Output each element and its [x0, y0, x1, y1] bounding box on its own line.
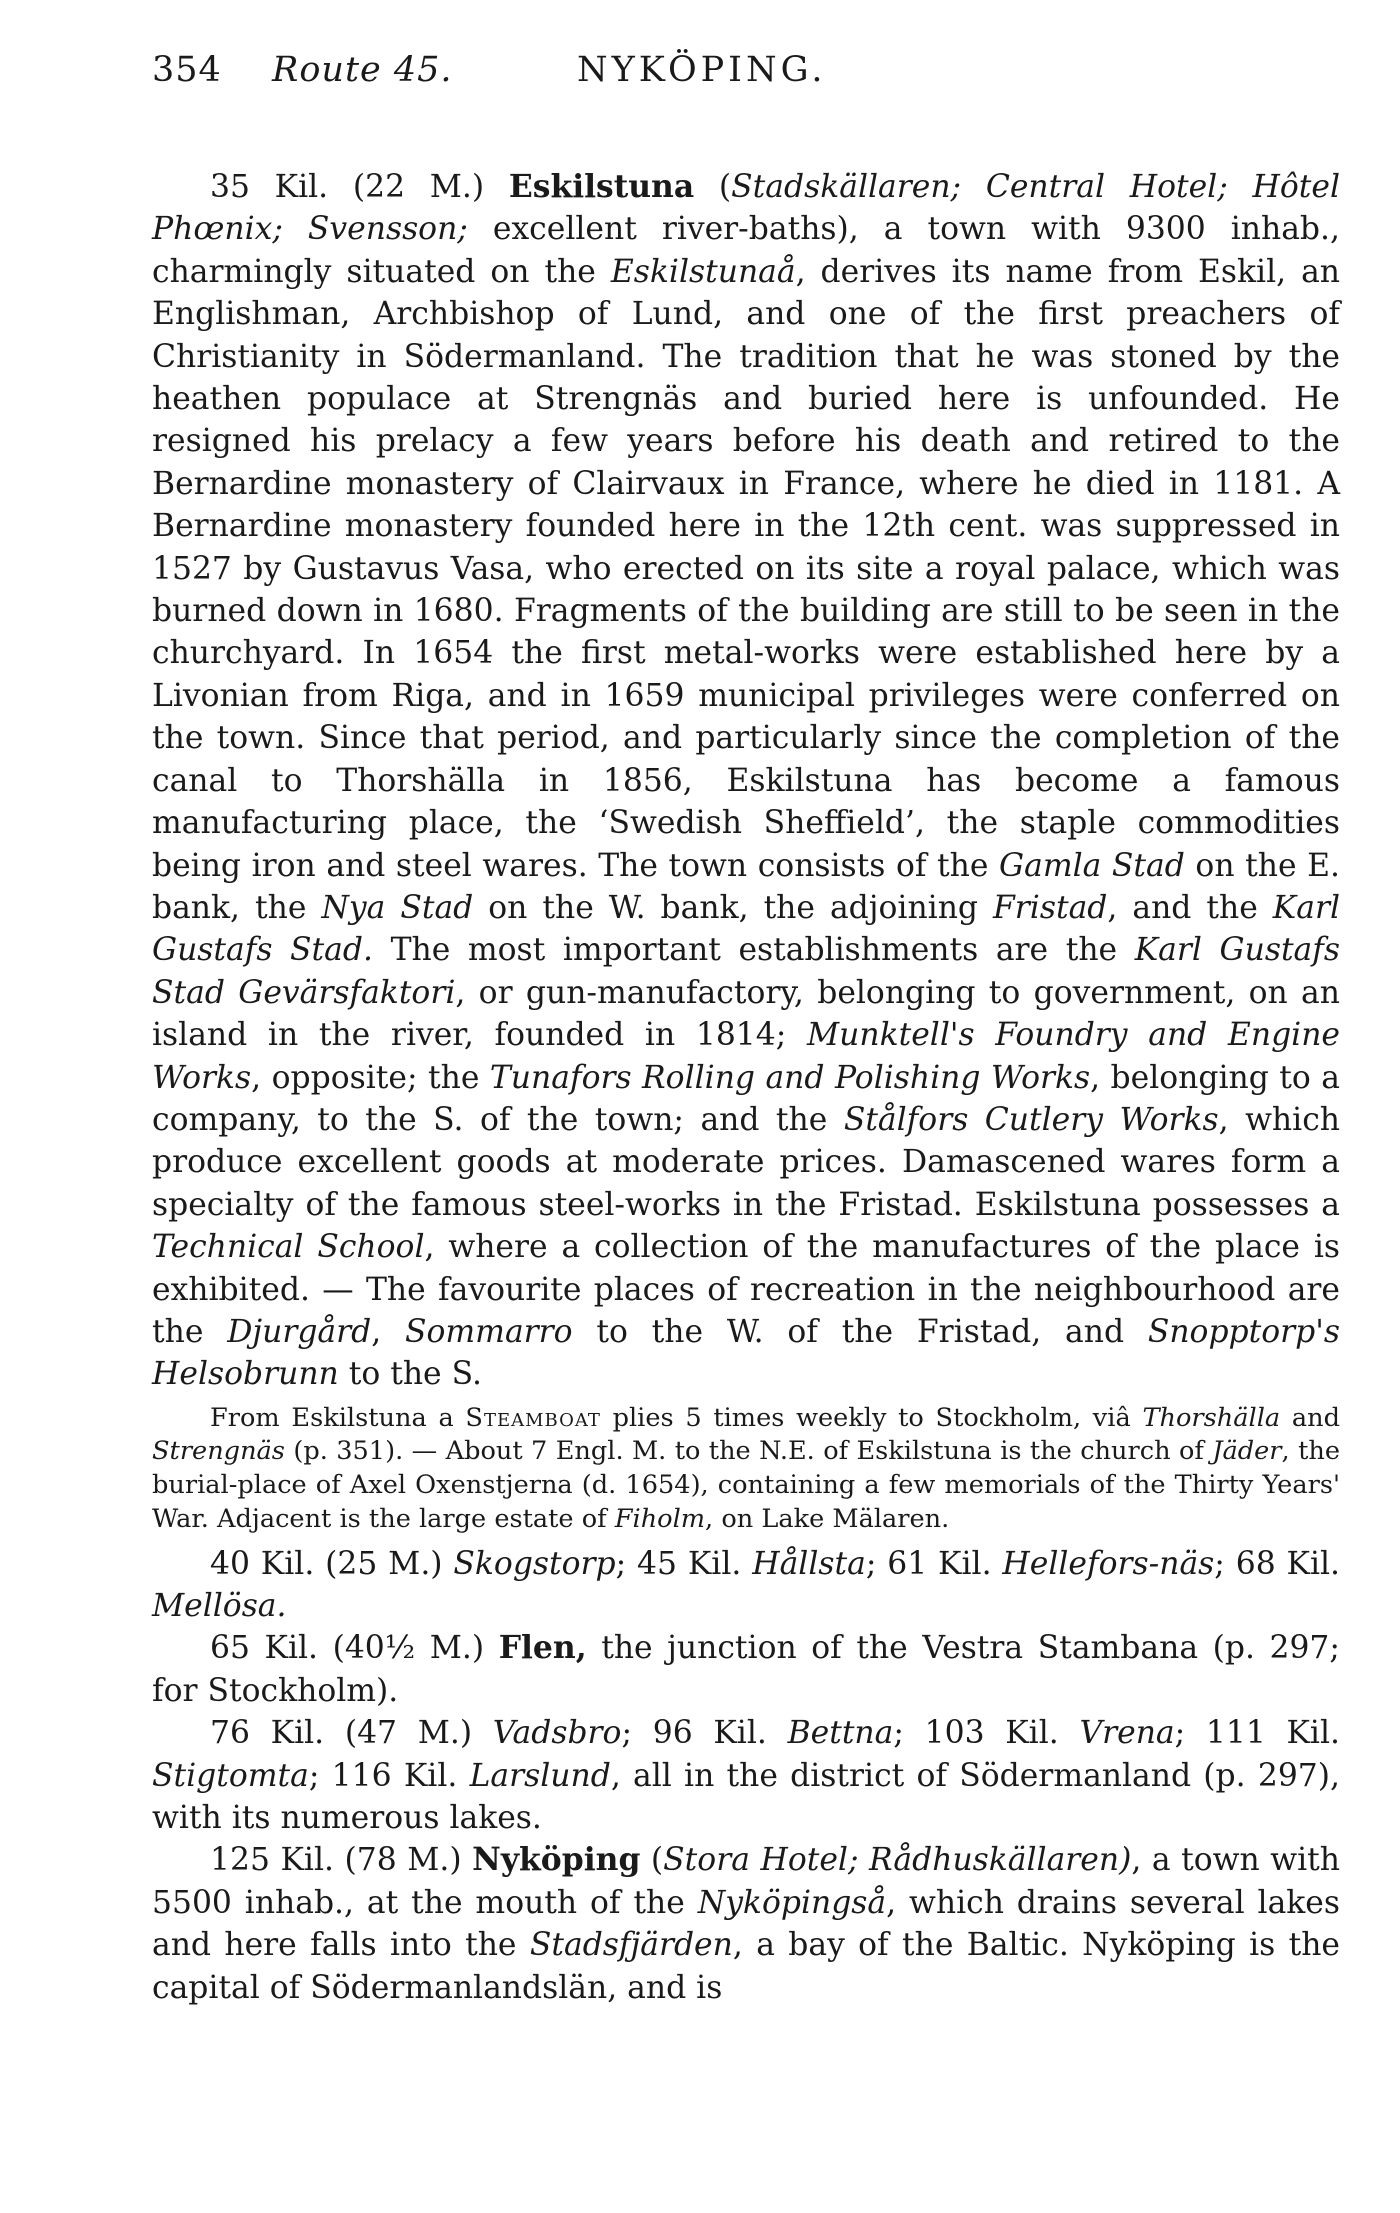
text-run: to the W. of the Fristad, and: [572, 1313, 1148, 1350]
station-name: Mellösa.: [152, 1588, 287, 1624]
place-name-bold: Eskilstuna: [508, 169, 695, 205]
text-run: ; 111 Kil.: [1174, 1715, 1340, 1752]
small-print-note: [152, 1402, 1340, 1537]
text-run: ; 96 Kil.: [621, 1715, 788, 1752]
text-run: 76 Kil. (47 M.): [210, 1715, 493, 1752]
text-run: , on Lake Mälaren.: [705, 1503, 950, 1534]
text-run: ; 61 Kil.: [865, 1545, 1003, 1582]
station-name: Stigtomta: [152, 1757, 309, 1794]
stations-paragraph-2: [152, 1712, 1340, 1839]
text-run: plies 5 times weekly to Stockholm, viâ: [600, 1402, 1143, 1433]
place-name-bold: Nyköping: [472, 1842, 641, 1879]
text-run: , belonging to a company, to the S. of the town; and the: [152, 1059, 1340, 1138]
place-name-italic: Sommarro: [405, 1313, 573, 1350]
text-run: , which drains several lakes and here falls into the: [152, 1884, 1340, 1964]
text-run: , the burial-place of Axel Oxenstjerna (d. 1654), containing a few memorials of the Thirty Years' War. Adjacent is the large estate of: [152, 1436, 1340, 1534]
text-run: 65 Kil. (40½ M.): [210, 1630, 499, 1667]
place-name-italic: Technical School: [152, 1229, 425, 1266]
text-run: , and the: [1107, 889, 1273, 926]
text-run: (p. 351). — About 7 Engl. M. to the N.E. of Eskilstuna is the church of: [284, 1436, 1213, 1467]
place-name-italic: Gamla Stad: [999, 847, 1185, 884]
place-name-italic: Fiholm: [614, 1503, 706, 1534]
station-name: Hållsta: [752, 1545, 866, 1582]
text-run: , all in the district of Södermanland (p. 297), with its numerous lakes.: [152, 1757, 1340, 1837]
text-run: on the W. bank, the adjoining: [473, 889, 994, 926]
text-run: , or gun-manufactory, belonging to government, on an island in the river, founded in 1814;: [152, 974, 1340, 1054]
place-name-italic: Munktell's Foundry and Engine Works: [152, 1017, 1340, 1096]
station-name: Hellefors-näs: [1002, 1545, 1215, 1582]
text-run: , which produce excellent goods at moderate prices. Damascened wares form a specialty of the famous steel-works in the Fristad. Eskilstuna possesses a: [152, 1101, 1340, 1223]
place-name-italic: Strengnäs: [152, 1436, 285, 1467]
text-run: excellent river-baths), a town with 9300 inhab., charmingly situated on the: [152, 211, 1340, 290]
text-run: , opposite; the: [251, 1059, 490, 1096]
small-caps-term: Steamboat: [465, 1402, 601, 1433]
text-run: The most important establishments are the: [372, 932, 1135, 969]
text-run: , a town with 5500 inhab., at the mouth of the: [152, 1842, 1340, 1921]
place-name-italic: Karl Gustafs Stad.: [152, 889, 1340, 969]
text-run: 35 Kil. (22 M.): [210, 169, 509, 205]
hotel-list: Stora Hotel; Rådhuskällaren): [663, 1842, 1132, 1879]
text-run: on the E. bank, the: [152, 847, 1340, 926]
place-name-italic: Stadsfjärden: [529, 1927, 733, 1964]
text-run: (: [694, 169, 732, 205]
text-run: and: [1280, 1402, 1340, 1433]
text-run: to the S.: [338, 1356, 482, 1393]
text-run: ; 68 Kil.: [1214, 1545, 1341, 1582]
nykoping-paragraph: [152, 1839, 1340, 2009]
flen-paragraph: [152, 1627, 1340, 1712]
place-name-italic: Thorshälla: [1142, 1402, 1281, 1433]
text-run: , a bay of the Baltic. Nyköping is the capital of Södermanlandslän, and is: [152, 1927, 1340, 2006]
text-run: ; 103 Kil.: [893, 1715, 1080, 1752]
hotel-list: Stadskällaren; Central Hotel; Hôtel Phœnix; Svensson;: [152, 169, 1341, 248]
place-name-italic: Jäder: [1212, 1436, 1282, 1467]
text-run: , where a collection of the manufactures of the place is exhibited. — The favourite places of recreation in the neighbourhood are the: [152, 1229, 1340, 1350]
place-name-italic: Fristad: [993, 889, 1108, 926]
text-run: 40 Kil. (25 M.): [210, 1545, 454, 1582]
place-name-italic: Tunafors Rolling and Polishing Works: [489, 1059, 1091, 1096]
route-label: Route 45.: [272, 50, 453, 90]
text-run: 125 Kil. (78 M.): [210, 1842, 473, 1879]
station-name: Vadsbro: [492, 1715, 622, 1752]
book-page: [152, 40, 1340, 2009]
place-name-italic: Karl Gustafs Stad Gevärsfaktori: [152, 932, 1341, 1011]
place-name-italic: Snopptorp's Helsobrunn: [152, 1313, 1340, 1393]
station-name: Skogstorp: [453, 1545, 616, 1582]
text-run: , derives its name from Eskil, an Englishman, Archbishop of Lund, and one of the first preachers of Christianity in Södermanland. The tradition that he was stoned by the heathen populace at Strengnäs and buried here is unfounded. He resigned his prelacy a few years before his death and retired to the Bernardine monastery of Clairvaux in France, where he died in 1181. A Bernardine monastery founded here in the 12th cent. was suppressed in 1527 by Gustavus Vasa, who erected on its site a royal palace, which was burned down in 1680. Fragments of the building are still to be seen in the churchyard. In 1654 the first metal-works were established here by a Livonian from Riga, and in 1659 municipal privileges were conferred on the town. Since that period, and particularly since the completion of the canal to Thorshälla in 1856, Eskilstuna has become a famous manufacturing place, the ‘Swedish Sheffield’, the staple commodities being iron and steel wares. The town consists of the: [152, 253, 1341, 884]
text-run: ; 45 Kil.: [615, 1545, 753, 1582]
text-run: ,: [371, 1313, 406, 1350]
place-name-italic: Nya Stad: [321, 889, 474, 926]
place-name-bold: Flen,: [498, 1630, 587, 1667]
station-name: Bettna: [787, 1715, 894, 1752]
stations-paragraph-1: [152, 1543, 1340, 1628]
page-number: 354: [152, 50, 222, 90]
place-name-italic: Nyköpingså: [697, 1884, 887, 1921]
place-name-italic: Stålfors Cutlery Works: [843, 1101, 1219, 1138]
text-run: the junction of the Vestra Stambana (p. 297; for Stockholm).: [152, 1630, 1340, 1709]
place-name-italic: Djurgård: [227, 1313, 372, 1350]
place-name-italic: Eskilstunaå: [610, 253, 796, 290]
text-run: (: [640, 1842, 664, 1879]
running-title: NYKÖPING.: [577, 50, 827, 90]
station-name: Larslund: [469, 1757, 611, 1794]
running-head: [152, 40, 1340, 100]
station-name: Vrena: [1079, 1715, 1175, 1752]
text-run: From Eskilstuna a: [210, 1402, 466, 1433]
eskilstuna-paragraph: [152, 166, 1340, 1396]
text-run: ; 116 Kil.: [308, 1757, 470, 1794]
